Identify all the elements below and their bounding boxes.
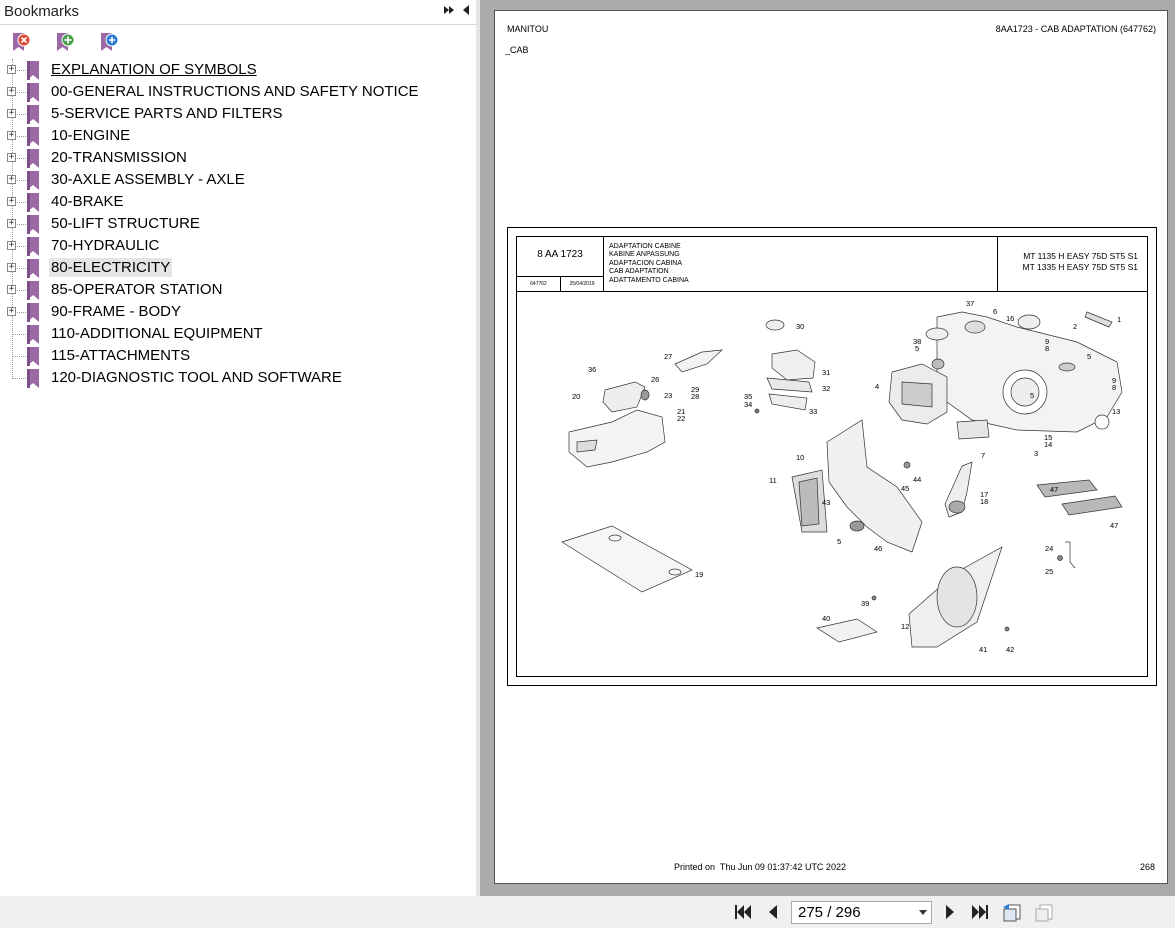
- callout-39: 39: [861, 599, 870, 608]
- bookmark-item[interactable]: [0, 169, 476, 191]
- callout-8b: 8: [1112, 383, 1117, 392]
- callout-18: 18: [980, 497, 989, 506]
- page-footer-number: 268: [1139, 862, 1155, 872]
- name-de: KABINE ANPASSUNG: [609, 251, 680, 259]
- bookmark-item[interactable]: [0, 103, 476, 125]
- navigation-bar: [0, 896, 1175, 926]
- callout-25: 25: [1045, 567, 1054, 576]
- bookmark-label[interactable]: 90-FRAME - BODY: [51, 303, 182, 320]
- callout-47a: 47: [1050, 485, 1059, 494]
- drawing-models: [997, 237, 1148, 291]
- first-page-icon[interactable]: [733, 903, 753, 921]
- page-section: _CAB: [505, 45, 529, 55]
- bookmark-properties-icon[interactable]: [98, 31, 120, 53]
- callout-40: 40: [822, 614, 831, 623]
- bookmark-label[interactable]: 120-DIAGNOSTIC TOOL AND SOFTWARE: [51, 369, 342, 386]
- bookmark-icon: [26, 369, 40, 388]
- page-number-select[interactable]: [791, 901, 932, 924]
- callout-34: 34: [744, 400, 753, 409]
- callout-8a: 8: [1045, 344, 1050, 353]
- bookmark-label[interactable]: 30-AXLE ASSEMBLY - AXLE: [51, 171, 245, 188]
- last-page-icon[interactable]: [970, 903, 990, 921]
- bookmark-icon: [26, 149, 40, 168]
- bookmarks-toolbar: [0, 25, 476, 57]
- bookmark-icon: [26, 105, 40, 124]
- bookmarks-title: Bookmarks: [4, 3, 80, 20]
- title-block: [517, 237, 1148, 292]
- callout-3: 3: [1034, 449, 1039, 458]
- expand-icon[interactable]: +: [8, 284, 15, 294]
- callout-28: 28: [691, 392, 700, 401]
- printed-label: Printed on: [674, 862, 716, 872]
- callout-36: 36: [588, 365, 597, 374]
- callout-1: 1: [1117, 315, 1122, 324]
- expand-icon[interactable]: +: [8, 196, 15, 206]
- callout-46: 46: [874, 544, 883, 553]
- callout-33: 33: [809, 407, 818, 416]
- callout-27: 27: [664, 352, 673, 361]
- callout-30: 30: [796, 322, 805, 331]
- bookmark-icon: [26, 193, 40, 212]
- callout-5c: 5: [1030, 391, 1035, 400]
- bookmark-icon: [26, 303, 40, 322]
- pdf-page: [494, 10, 1168, 884]
- bookmark-icon: [26, 281, 40, 300]
- next-view-icon[interactable]: [1033, 903, 1055, 921]
- bookmark-label[interactable]: 110-ADDITIONAL EQUIPMENT: [51, 325, 263, 342]
- expand-icon[interactable]: +: [8, 240, 15, 250]
- bookmark-label[interactable]: 85-OPERATOR STATION: [51, 281, 223, 298]
- bookmarks-header: [0, 0, 476, 25]
- expand-icon[interactable]: +: [8, 108, 15, 118]
- callout-44: 44: [913, 475, 922, 484]
- callout-23: 23: [664, 391, 673, 400]
- tree-branch: [12, 378, 26, 379]
- model-2: MT 1335 H EASY 75D ST5 S1: [1022, 262, 1138, 272]
- bookmark-item[interactable]: [0, 81, 476, 103]
- callout-20: 20: [572, 392, 581, 401]
- callout-2: 2: [1073, 322, 1078, 331]
- bookmark-icon: [26, 83, 40, 102]
- callout-12: 12: [901, 622, 910, 631]
- expand-icon[interactable]: +: [8, 218, 15, 228]
- callout-29: 29: [691, 385, 700, 394]
- expand-icon[interactable]: +: [8, 130, 15, 140]
- bookmark-item[interactable]: [0, 301, 476, 323]
- callout-15: 15: [1044, 433, 1053, 442]
- bookmark-item[interactable]: [0, 213, 476, 235]
- callout-37: 37: [966, 299, 975, 308]
- callout-45: 45: [901, 484, 910, 493]
- expand-icon[interactable]: +: [8, 86, 15, 96]
- expand-icon[interactable]: +: [8, 306, 15, 316]
- callout-5b: 5: [1087, 352, 1092, 361]
- bookmark-label[interactable]: 80-ELECTRICITY: [51, 259, 171, 276]
- printed-date: Thu Jun 09 01:37:42 UTC 2022: [719, 862, 846, 872]
- chevron-down-icon[interactable]: [919, 910, 927, 915]
- callout-5a: 5: [915, 344, 920, 353]
- page-number-value: 275 / 296: [798, 904, 861, 921]
- expand-icon[interactable]: +: [8, 152, 15, 162]
- callout-9a: 9: [1045, 337, 1050, 346]
- previous-page-icon[interactable]: [764, 903, 784, 921]
- bookmark-item[interactable]: [0, 125, 476, 147]
- bookmarks-panel: [0, 0, 476, 896]
- bookmark-label[interactable]: 70-HYDRAULIC: [51, 237, 160, 254]
- bookmark-tree: [0, 59, 476, 389]
- callout-42: 42: [1006, 645, 1015, 654]
- callout-13: 13: [1112, 407, 1121, 416]
- bookmark-icon: [26, 237, 40, 256]
- bookmark-item[interactable]: [0, 323, 476, 345]
- callout-38: 38: [913, 337, 922, 346]
- callout-6: 6: [993, 307, 998, 316]
- drawing-inner-frame: [516, 236, 1148, 677]
- callout-47b: 47: [1110, 521, 1119, 530]
- add-bookmark-icon[interactable]: [54, 31, 76, 53]
- callout-14: 14: [1044, 440, 1053, 449]
- bookmark-label[interactable]: 5-SERVICE PARTS AND FILTERS: [51, 105, 283, 122]
- printed-on: [674, 862, 846, 872]
- callout-16: 16: [1006, 314, 1015, 323]
- callout-11: 11: [769, 476, 777, 485]
- callout-24: 24: [1045, 544, 1054, 553]
- bookmark-item[interactable]: [0, 367, 476, 389]
- bookmark-icon: [26, 127, 40, 146]
- next-page-icon[interactable]: [940, 903, 960, 921]
- bookmark-label[interactable]: EXPLANATION OF SYMBOLS: [51, 61, 257, 78]
- callout-32: 32: [822, 384, 831, 393]
- bookmark-label[interactable]: 00-GENERAL INSTRUCTIONS AND SAFETY NOTICE: [51, 83, 419, 100]
- tree-branch: [12, 334, 26, 335]
- bookmark-icon: [26, 61, 40, 80]
- bookmark-label[interactable]: 40-BRAKE: [51, 193, 124, 210]
- callout-10: 10: [796, 453, 805, 462]
- callout-31: 31: [822, 368, 831, 377]
- callout-19: 19: [695, 570, 704, 579]
- collapse-panel-icon[interactable]: [461, 4, 471, 19]
- name-es: ADAPTACION CABINA: [609, 259, 682, 267]
- bookmark-item[interactable]: [0, 191, 476, 213]
- bookmark-label[interactable]: 20-TRANSMISSION: [51, 149, 187, 166]
- callout-35: 35: [744, 392, 753, 401]
- callout-22: 22: [677, 414, 686, 423]
- page-header-title: 8AA1723 - CAB ADAPTATION (647762): [995, 24, 1156, 34]
- drawing-frame: [507, 227, 1157, 686]
- bookmark-item[interactable]: [0, 279, 476, 301]
- bookmark-label[interactable]: 50-LIFT STRUCTURE: [51, 215, 200, 232]
- callout-7: 7: [981, 451, 986, 460]
- callout-4: 4: [875, 382, 880, 391]
- drawing-code: 8 AA 1723: [517, 237, 604, 277]
- name-fr: ADAPTATION CABINE: [609, 243, 681, 250]
- expand-icon[interactable]: +: [8, 64, 15, 74]
- previous-view-icon[interactable]: [1001, 903, 1023, 921]
- expand-icon[interactable]: +: [8, 174, 15, 184]
- delete-bookmark-icon[interactable]: [10, 31, 32, 53]
- callout-26: 26: [651, 375, 660, 384]
- bookmark-icon: [26, 325, 40, 344]
- bookmark-label[interactable]: 115-ATTACHMENTS: [51, 347, 191, 364]
- bookmark-icon: [26, 171, 40, 190]
- exploded-parts-drawing: [517, 292, 1148, 677]
- callout-41: 41: [979, 645, 988, 654]
- callout-17: 17: [980, 490, 989, 499]
- bookmark-item[interactable]: [0, 345, 476, 367]
- bookmark-item[interactable]: [0, 147, 476, 169]
- callout-9b: 9: [1112, 376, 1117, 385]
- expand-icon[interactable]: +: [8, 262, 15, 272]
- bookmark-item[interactable]: [0, 59, 476, 81]
- bookmark-icon: [26, 259, 40, 278]
- expand-panel-icon[interactable]: [443, 4, 455, 19]
- bookmark-item[interactable]: [0, 235, 476, 257]
- callout-43: 43: [822, 498, 831, 507]
- model-1: MT 1135 H EASY 75D ST5 S1: [1023, 251, 1138, 261]
- bookmark-icon: [26, 347, 40, 366]
- page-header-brand: MANITOU: [507, 24, 549, 34]
- callout-21: 21: [677, 407, 686, 416]
- name-it: ADATTAMENTO CABINA: [609, 276, 689, 284]
- drawing-date: 25/04/2019: [561, 277, 604, 291]
- bookmark-label[interactable]: 10-ENGINE: [51, 127, 131, 144]
- bookmark-icon: [26, 215, 40, 234]
- drawing-names: [609, 243, 689, 285]
- bookmark-item[interactable]: [0, 257, 476, 279]
- tree-branch: [12, 356, 26, 357]
- name-en: CAB ADAPTATION: [609, 268, 669, 276]
- callout-5d: 5: [837, 537, 842, 546]
- drawing-number: 647762: [517, 277, 561, 291]
